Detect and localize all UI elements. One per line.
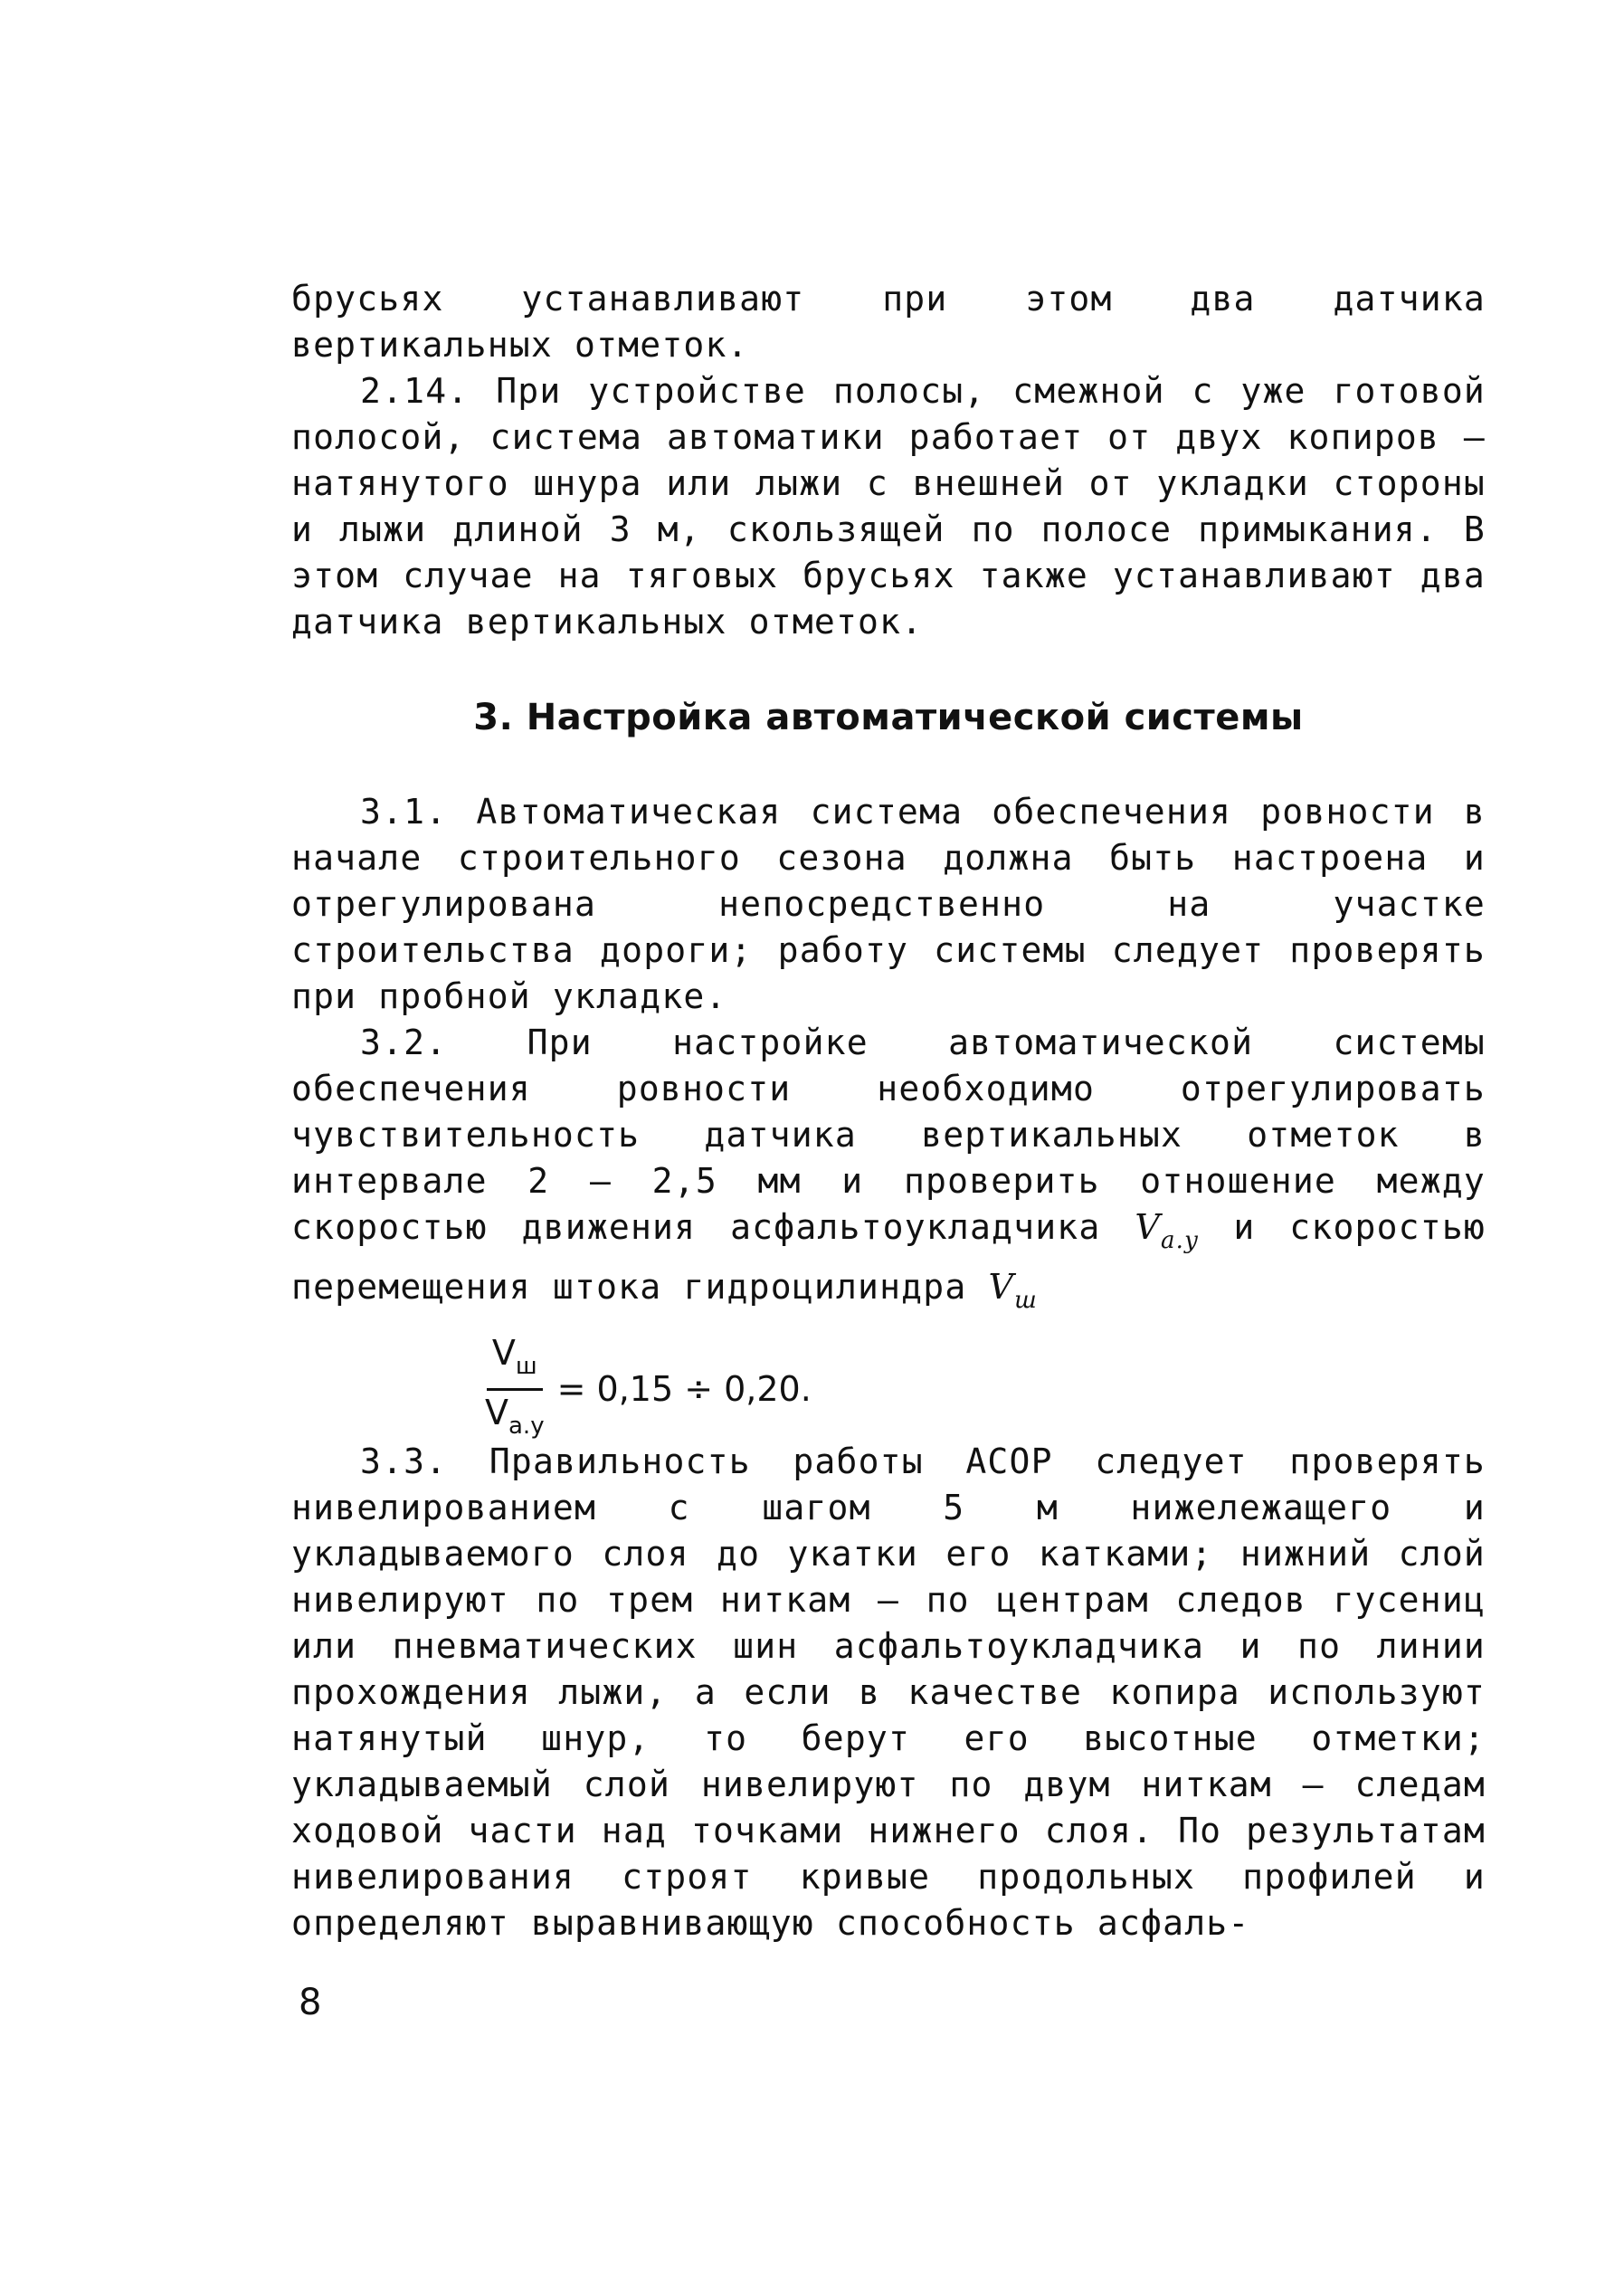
paragraph-3-2-text-middle: и скоростью перемещения штока гидроцилиндра xyxy=(291,1207,1486,1307)
page-number: 8 xyxy=(299,1982,322,2023)
formula-rhs: = 0,15 ÷ 0,20. xyxy=(556,1369,812,1409)
paragraph-3-3: 3.3. Правильность работы АСОР следует проверять нивелированием с шагом 5 м нижележащего и укладываемого слоя до укатки его катками; нижний слой нивелируют по трем ниткам – по центрам следов гусениц или пневматических шин асфальтоукладчика и по линии прохождения лыжи, а если в качестве копира используют натянутый шнур, то берут его высотные отметки; укладываемый слой нивелируют по двум ниткам – следам ходовой части над точками нижнего слоя. По результатам нивелирования строят кривые продольных профилей и определяют выравнивающую способность асфаль- xyxy=(291,1441,1486,1943)
formula-denominator: $V_{а.у}$ xyxy=(485,1392,545,1440)
velocity-rod-symbol: $V_ш$ xyxy=(988,1267,1038,1314)
speed-ratio-formula xyxy=(480,1332,812,1440)
paragraph-3-2 xyxy=(291,1020,1486,1324)
paragraph-2-14: 2.14. При устройстве полосы, смежной с уже готовой полосой, система автоматики работает от двух копиров – натянутого шнура или лыжи с внешней от укладки стороны и лыжи длиной 3 м, скользящей по полосе примыкания. В этом случае на тяговых брусьях также устанавливают два датчика вертикальных отметок. xyxy=(291,371,1486,642)
formula-numerator: $V_ш$ xyxy=(487,1333,543,1391)
lower-text-block xyxy=(291,1439,1486,1946)
top-text-block xyxy=(291,276,1486,645)
velocity-paver-symbol: $V_{а.у}$ xyxy=(1135,1207,1200,1254)
section-heading: 3. Настройка автоматической системы xyxy=(473,697,1304,738)
formula-fraction xyxy=(480,1333,550,1446)
paragraph-3-2-text-before: 3.2. При настройке автоматической системы обеспечения ровности необходимо отрегулировать чувствительность датчика вертикальных отметок в интервале 2 – 2,5 мм и проверить отношение между скоростью движения асфальтоукладчика xyxy=(291,1023,1486,1247)
paragraph-3-1: 3.1. Автоматическая система обеспечения ровности в начале строительного сезона должна быть настроена и отрегулирована непосредственно на участке строительства дороги; работу системы следует проверять при пробной укладке. xyxy=(291,792,1486,1016)
section-3-text-block xyxy=(291,789,1486,1324)
paragraph-continuation: брусьях устанавливают при этом два датчика вертикальных отметок. xyxy=(291,279,1486,365)
